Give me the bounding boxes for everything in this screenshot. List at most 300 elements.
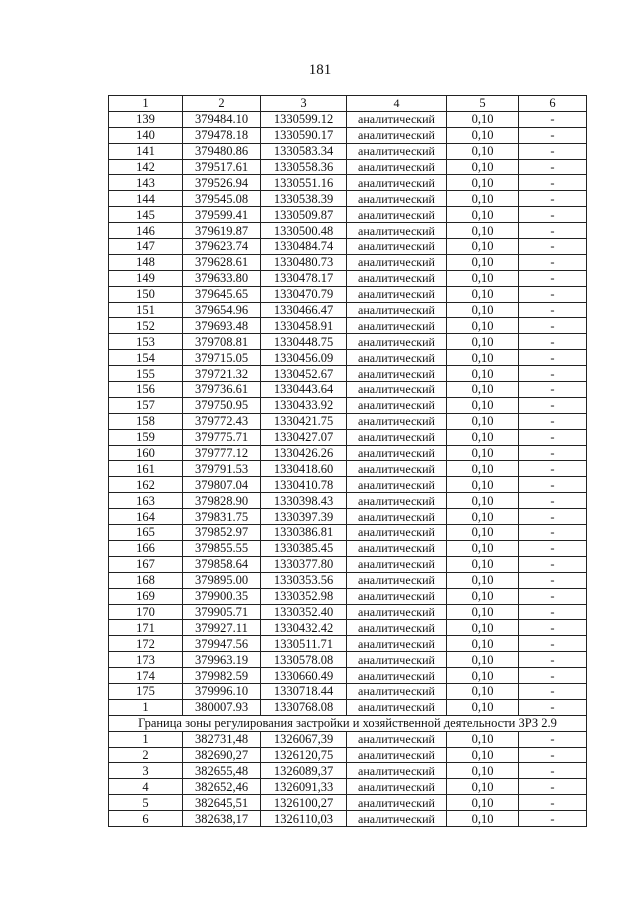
point-number-cell: 163 [109, 493, 183, 509]
method-cell: аналитический [347, 620, 447, 636]
y-coordinate-cell: 1330583.34 [261, 143, 347, 159]
x-coordinate-cell: 379982.59 [183, 668, 261, 684]
x-coordinate-cell: 379772.43 [183, 413, 261, 429]
point-number-cell: 146 [109, 223, 183, 239]
note-cell: - [519, 318, 587, 334]
table-row [109, 763, 587, 779]
x-coordinate-cell: 379855.55 [183, 540, 261, 556]
x-coordinate-cell: 379996.10 [183, 683, 261, 699]
point-number-cell: 160 [109, 445, 183, 461]
table-row [109, 143, 587, 159]
note-cell: - [519, 413, 587, 429]
table-row [109, 811, 587, 827]
error-cell: 0,10 [447, 223, 519, 239]
method-cell: аналитический [347, 652, 447, 668]
y-coordinate-cell: 1330421.75 [261, 413, 347, 429]
method-cell: аналитический [347, 223, 447, 239]
point-number-cell: 150 [109, 286, 183, 302]
header-row [109, 96, 587, 112]
y-coordinate-cell: 1330660.49 [261, 668, 347, 684]
y-coordinate-cell: 1330718.44 [261, 683, 347, 699]
point-number-cell: 168 [109, 572, 183, 588]
method-cell: аналитический [347, 382, 447, 398]
column-header-6: 6 [519, 96, 587, 112]
error-cell: 0,10 [447, 429, 519, 445]
note-cell: - [519, 779, 587, 795]
table-row [109, 652, 587, 668]
method-cell: аналитический [347, 509, 447, 525]
x-coordinate-cell: 379619.87 [183, 223, 261, 239]
table-row [109, 382, 587, 398]
table-row [109, 779, 587, 795]
point-number-cell: 6 [109, 811, 183, 827]
x-coordinate-cell: 379963.19 [183, 652, 261, 668]
method-cell: аналитический [347, 334, 447, 350]
note-cell: - [519, 620, 587, 636]
method-cell: аналитический [347, 540, 447, 556]
note-cell: - [519, 191, 587, 207]
method-cell: аналитический [347, 588, 447, 604]
method-cell: аналитический [347, 525, 447, 541]
point-number-cell: 144 [109, 191, 183, 207]
point-number-cell: 170 [109, 604, 183, 620]
error-cell: 0,10 [447, 699, 519, 715]
note-cell: - [519, 254, 587, 270]
error-cell: 0,10 [447, 270, 519, 286]
method-cell: аналитический [347, 207, 447, 223]
x-coordinate-cell: 379693.48 [183, 318, 261, 334]
note-cell: - [519, 334, 587, 350]
x-coordinate-cell: 379905.71 [183, 604, 261, 620]
x-coordinate-cell: 379526.94 [183, 175, 261, 191]
method-cell: аналитический [347, 445, 447, 461]
table-row [109, 731, 587, 747]
point-number-cell: 149 [109, 270, 183, 286]
section-title: Граница зоны регулирования застройки и хозяйственной деятельности ЗРЗ 2.9 [109, 715, 587, 731]
column-header-3: 3 [261, 96, 347, 112]
x-coordinate-cell: 380007.93 [183, 699, 261, 715]
note-cell: - [519, 604, 587, 620]
note-cell: - [519, 461, 587, 477]
note-cell: - [519, 382, 587, 398]
table-row [109, 270, 587, 286]
table-row [109, 191, 587, 207]
y-coordinate-cell: 1330458.91 [261, 318, 347, 334]
column-header-5: 5 [447, 96, 519, 112]
point-number-cell: 175 [109, 683, 183, 699]
y-coordinate-cell: 1330551.16 [261, 175, 347, 191]
x-coordinate-cell: 379517.61 [183, 159, 261, 175]
error-cell: 0,10 [447, 461, 519, 477]
note-cell: - [519, 493, 587, 509]
point-number-cell: 167 [109, 556, 183, 572]
error-cell: 0,10 [447, 731, 519, 747]
method-cell: аналитический [347, 286, 447, 302]
y-coordinate-cell: 1330377.80 [261, 556, 347, 572]
y-coordinate-cell: 1330578.08 [261, 652, 347, 668]
note-cell: - [519, 366, 587, 382]
table-row [109, 334, 587, 350]
note-cell: - [519, 588, 587, 604]
note-cell: - [519, 572, 587, 588]
point-number-cell: 172 [109, 636, 183, 652]
note-cell: - [519, 747, 587, 763]
method-cell: аналитический [347, 159, 447, 175]
y-coordinate-cell: 1330470.79 [261, 286, 347, 302]
method-cell: аналитический [347, 318, 447, 334]
table-row [109, 302, 587, 318]
table-row [109, 509, 587, 525]
point-number-cell: 5 [109, 795, 183, 811]
method-cell: аналитический [347, 779, 447, 795]
table-row [109, 588, 587, 604]
y-coordinate-cell: 1330418.60 [261, 461, 347, 477]
x-coordinate-cell: 379736.61 [183, 382, 261, 398]
y-coordinate-cell: 1330478.17 [261, 270, 347, 286]
y-coordinate-cell: 1330352.40 [261, 604, 347, 620]
error-cell: 0,10 [447, 525, 519, 541]
y-coordinate-cell: 1330456.09 [261, 350, 347, 366]
x-coordinate-cell: 379775.71 [183, 429, 261, 445]
method-cell: аналитический [347, 413, 447, 429]
note-cell: - [519, 477, 587, 493]
point-number-cell: 140 [109, 127, 183, 143]
x-coordinate-cell: 379484.10 [183, 111, 261, 127]
y-coordinate-cell: 1330385.45 [261, 540, 347, 556]
method-cell: аналитический [347, 270, 447, 286]
method-cell: аналитический [347, 604, 447, 620]
point-number-cell: 154 [109, 350, 183, 366]
table-row [109, 445, 587, 461]
point-number-cell: 164 [109, 509, 183, 525]
table-row [109, 747, 587, 763]
point-number-cell: 169 [109, 588, 183, 604]
table-row [109, 111, 587, 127]
table-row [109, 239, 587, 255]
method-cell: аналитический [347, 143, 447, 159]
y-coordinate-cell: 1326067,39 [261, 731, 347, 747]
table-row [109, 159, 587, 175]
note-cell: - [519, 286, 587, 302]
y-coordinate-cell: 1330599.12 [261, 111, 347, 127]
section-row [109, 715, 587, 731]
error-cell: 0,10 [447, 477, 519, 493]
y-coordinate-cell: 1330443.64 [261, 382, 347, 398]
note-cell: - [519, 302, 587, 318]
note-cell: - [519, 652, 587, 668]
point-number-cell: 142 [109, 159, 183, 175]
method-cell: аналитический [347, 477, 447, 493]
point-number-cell: 162 [109, 477, 183, 493]
y-coordinate-cell: 1330480.73 [261, 254, 347, 270]
y-coordinate-cell: 1330426.26 [261, 445, 347, 461]
note-cell: - [519, 699, 587, 715]
error-cell: 0,10 [447, 604, 519, 620]
y-coordinate-cell: 1330558.36 [261, 159, 347, 175]
error-cell: 0,10 [447, 620, 519, 636]
point-number-cell: 173 [109, 652, 183, 668]
method-cell: аналитический [347, 493, 447, 509]
table-row [109, 683, 587, 699]
error-cell: 0,10 [447, 540, 519, 556]
x-coordinate-cell: 379852.97 [183, 525, 261, 541]
method-cell: аналитический [347, 763, 447, 779]
x-coordinate-cell: 379777.12 [183, 445, 261, 461]
note-cell: - [519, 429, 587, 445]
table-row [109, 668, 587, 684]
method-cell: аналитический [347, 191, 447, 207]
point-number-cell: 1 [109, 699, 183, 715]
method-cell: аналитический [347, 127, 447, 143]
error-cell: 0,10 [447, 652, 519, 668]
method-cell: аналитический [347, 795, 447, 811]
error-cell: 0,10 [447, 763, 519, 779]
method-cell: аналитический [347, 111, 447, 127]
y-coordinate-cell: 1326100,27 [261, 795, 347, 811]
error-cell: 0,10 [447, 636, 519, 652]
error-cell: 0,10 [447, 143, 519, 159]
x-coordinate-cell: 382731,48 [183, 731, 261, 747]
point-number-cell: 148 [109, 254, 183, 270]
point-number-cell: 165 [109, 525, 183, 541]
method-cell: аналитический [347, 668, 447, 684]
error-cell: 0,10 [447, 175, 519, 191]
error-cell: 0,10 [447, 366, 519, 382]
note-cell: - [519, 683, 587, 699]
error-cell: 0,10 [447, 207, 519, 223]
error-cell: 0,10 [447, 556, 519, 572]
note-cell: - [519, 239, 587, 255]
y-coordinate-cell: 1330466.47 [261, 302, 347, 318]
table-row [109, 286, 587, 302]
point-number-cell: 4 [109, 779, 183, 795]
note-cell: - [519, 795, 587, 811]
note-cell: - [519, 223, 587, 239]
x-coordinate-cell: 379645.65 [183, 286, 261, 302]
y-coordinate-cell: 1330500.48 [261, 223, 347, 239]
y-coordinate-cell: 1330397.39 [261, 509, 347, 525]
method-cell: аналитический [347, 254, 447, 270]
point-number-cell: 3 [109, 763, 183, 779]
point-number-cell: 158 [109, 413, 183, 429]
table-row [109, 556, 587, 572]
y-coordinate-cell: 1330427.07 [261, 429, 347, 445]
error-cell: 0,10 [447, 302, 519, 318]
error-cell: 0,10 [447, 668, 519, 684]
point-number-cell: 153 [109, 334, 183, 350]
note-cell: - [519, 540, 587, 556]
y-coordinate-cell: 1330353.56 [261, 572, 347, 588]
y-coordinate-cell: 1330352.98 [261, 588, 347, 604]
point-number-cell: 171 [109, 620, 183, 636]
coordinates-table [108, 95, 587, 827]
error-cell: 0,10 [447, 779, 519, 795]
error-cell: 0,10 [447, 683, 519, 699]
point-number-cell: 155 [109, 366, 183, 382]
y-coordinate-cell: 1330509.87 [261, 207, 347, 223]
error-cell: 0,10 [447, 811, 519, 827]
table-row [109, 795, 587, 811]
y-coordinate-cell: 1330484.74 [261, 239, 347, 255]
y-coordinate-cell: 1330448.75 [261, 334, 347, 350]
note-cell: - [519, 525, 587, 541]
x-coordinate-cell: 379831.75 [183, 509, 261, 525]
note-cell: - [519, 143, 587, 159]
note-cell: - [519, 636, 587, 652]
table-row [109, 477, 587, 493]
note-cell: - [519, 175, 587, 191]
y-coordinate-cell: 1326091,33 [261, 779, 347, 795]
page-number: 181 [308, 62, 332, 78]
y-coordinate-cell: 1326120,75 [261, 747, 347, 763]
y-coordinate-cell: 1330511.71 [261, 636, 347, 652]
method-cell: аналитический [347, 302, 447, 318]
y-coordinate-cell: 1330432.42 [261, 620, 347, 636]
x-coordinate-cell: 379858.64 [183, 556, 261, 572]
y-coordinate-cell: 1326089,37 [261, 763, 347, 779]
method-cell: аналитический [347, 556, 447, 572]
point-number-cell: 159 [109, 429, 183, 445]
point-number-cell: 152 [109, 318, 183, 334]
y-coordinate-cell: 1330590.17 [261, 127, 347, 143]
error-cell: 0,10 [447, 493, 519, 509]
table-row [109, 254, 587, 270]
table-row [109, 350, 587, 366]
point-number-cell: 2 [109, 747, 183, 763]
table-row [109, 540, 587, 556]
error-cell: 0,10 [447, 382, 519, 398]
error-cell: 0,10 [447, 747, 519, 763]
note-cell: - [519, 159, 587, 175]
y-coordinate-cell: 1330410.78 [261, 477, 347, 493]
error-cell: 0,10 [447, 159, 519, 175]
x-coordinate-cell: 379545.08 [183, 191, 261, 207]
x-coordinate-cell: 379654.96 [183, 302, 261, 318]
error-cell: 0,10 [447, 111, 519, 127]
method-cell: аналитический [347, 572, 447, 588]
method-cell: аналитический [347, 397, 447, 413]
x-coordinate-cell: 379599.41 [183, 207, 261, 223]
point-number-cell: 141 [109, 143, 183, 159]
table-row [109, 604, 587, 620]
x-coordinate-cell: 379708.81 [183, 334, 261, 350]
note-cell: - [519, 111, 587, 127]
y-coordinate-cell: 1330398.43 [261, 493, 347, 509]
table-row [109, 223, 587, 239]
method-cell: аналитический [347, 636, 447, 652]
note-cell: - [519, 350, 587, 366]
error-cell: 0,10 [447, 334, 519, 350]
method-cell: аналитический [347, 366, 447, 382]
x-coordinate-cell: 379628.61 [183, 254, 261, 270]
error-cell: 0,10 [447, 286, 519, 302]
method-cell: аналитический [347, 175, 447, 191]
point-number-cell: 174 [109, 668, 183, 684]
y-coordinate-cell: 1330452.67 [261, 366, 347, 382]
note-cell: - [519, 397, 587, 413]
point-number-cell: 157 [109, 397, 183, 413]
y-coordinate-cell: 1330433.92 [261, 397, 347, 413]
method-cell: аналитический [347, 461, 447, 477]
point-number-cell: 166 [109, 540, 183, 556]
point-number-cell: 139 [109, 111, 183, 127]
table-row [109, 461, 587, 477]
table-row [109, 493, 587, 509]
table-row [109, 699, 587, 715]
error-cell: 0,10 [447, 350, 519, 366]
x-coordinate-cell: 379791.53 [183, 461, 261, 477]
note-cell: - [519, 207, 587, 223]
error-cell: 0,10 [447, 239, 519, 255]
table-row [109, 413, 587, 429]
note-cell: - [519, 127, 587, 143]
x-coordinate-cell: 379900.35 [183, 588, 261, 604]
x-coordinate-cell: 379750.95 [183, 397, 261, 413]
method-cell: аналитический [347, 699, 447, 715]
table-row [109, 397, 587, 413]
x-coordinate-cell: 379715.05 [183, 350, 261, 366]
method-cell: аналитический [347, 747, 447, 763]
x-coordinate-cell: 382655,48 [183, 763, 261, 779]
note-cell: - [519, 668, 587, 684]
x-coordinate-cell: 382690,27 [183, 747, 261, 763]
table-row [109, 207, 587, 223]
error-cell: 0,10 [447, 413, 519, 429]
method-cell: аналитический [347, 429, 447, 445]
table-row [109, 175, 587, 191]
error-cell: 0,10 [447, 588, 519, 604]
x-coordinate-cell: 379633.80 [183, 270, 261, 286]
table-row [109, 318, 587, 334]
table-row [109, 525, 587, 541]
x-coordinate-cell: 379480.86 [183, 143, 261, 159]
error-cell: 0,10 [447, 191, 519, 207]
note-cell: - [519, 509, 587, 525]
y-coordinate-cell: 1330386.81 [261, 525, 347, 541]
y-coordinate-cell: 1326110,03 [261, 811, 347, 827]
point-number-cell: 147 [109, 239, 183, 255]
error-cell: 0,10 [447, 795, 519, 811]
column-header-1: 1 [109, 96, 183, 112]
x-coordinate-cell: 379895.00 [183, 572, 261, 588]
table-row [109, 636, 587, 652]
table-row [109, 127, 587, 143]
note-cell: - [519, 811, 587, 827]
error-cell: 0,10 [447, 318, 519, 334]
y-coordinate-cell: 1330538.39 [261, 191, 347, 207]
table-row [109, 572, 587, 588]
method-cell: аналитический [347, 683, 447, 699]
error-cell: 0,10 [447, 572, 519, 588]
method-cell: аналитический [347, 350, 447, 366]
error-cell: 0,10 [447, 254, 519, 270]
x-coordinate-cell: 382652,46 [183, 779, 261, 795]
error-cell: 0,10 [447, 509, 519, 525]
point-number-cell: 145 [109, 207, 183, 223]
method-cell: аналитический [347, 731, 447, 747]
note-cell: - [519, 763, 587, 779]
x-coordinate-cell: 379721.32 [183, 366, 261, 382]
note-cell: - [519, 445, 587, 461]
note-cell: - [519, 556, 587, 572]
x-coordinate-cell: 379828.90 [183, 493, 261, 509]
x-coordinate-cell: 379623.74 [183, 239, 261, 255]
x-coordinate-cell: 382645,51 [183, 795, 261, 811]
error-cell: 0,10 [447, 397, 519, 413]
error-cell: 0,10 [447, 127, 519, 143]
point-number-cell: 143 [109, 175, 183, 191]
table-row [109, 620, 587, 636]
